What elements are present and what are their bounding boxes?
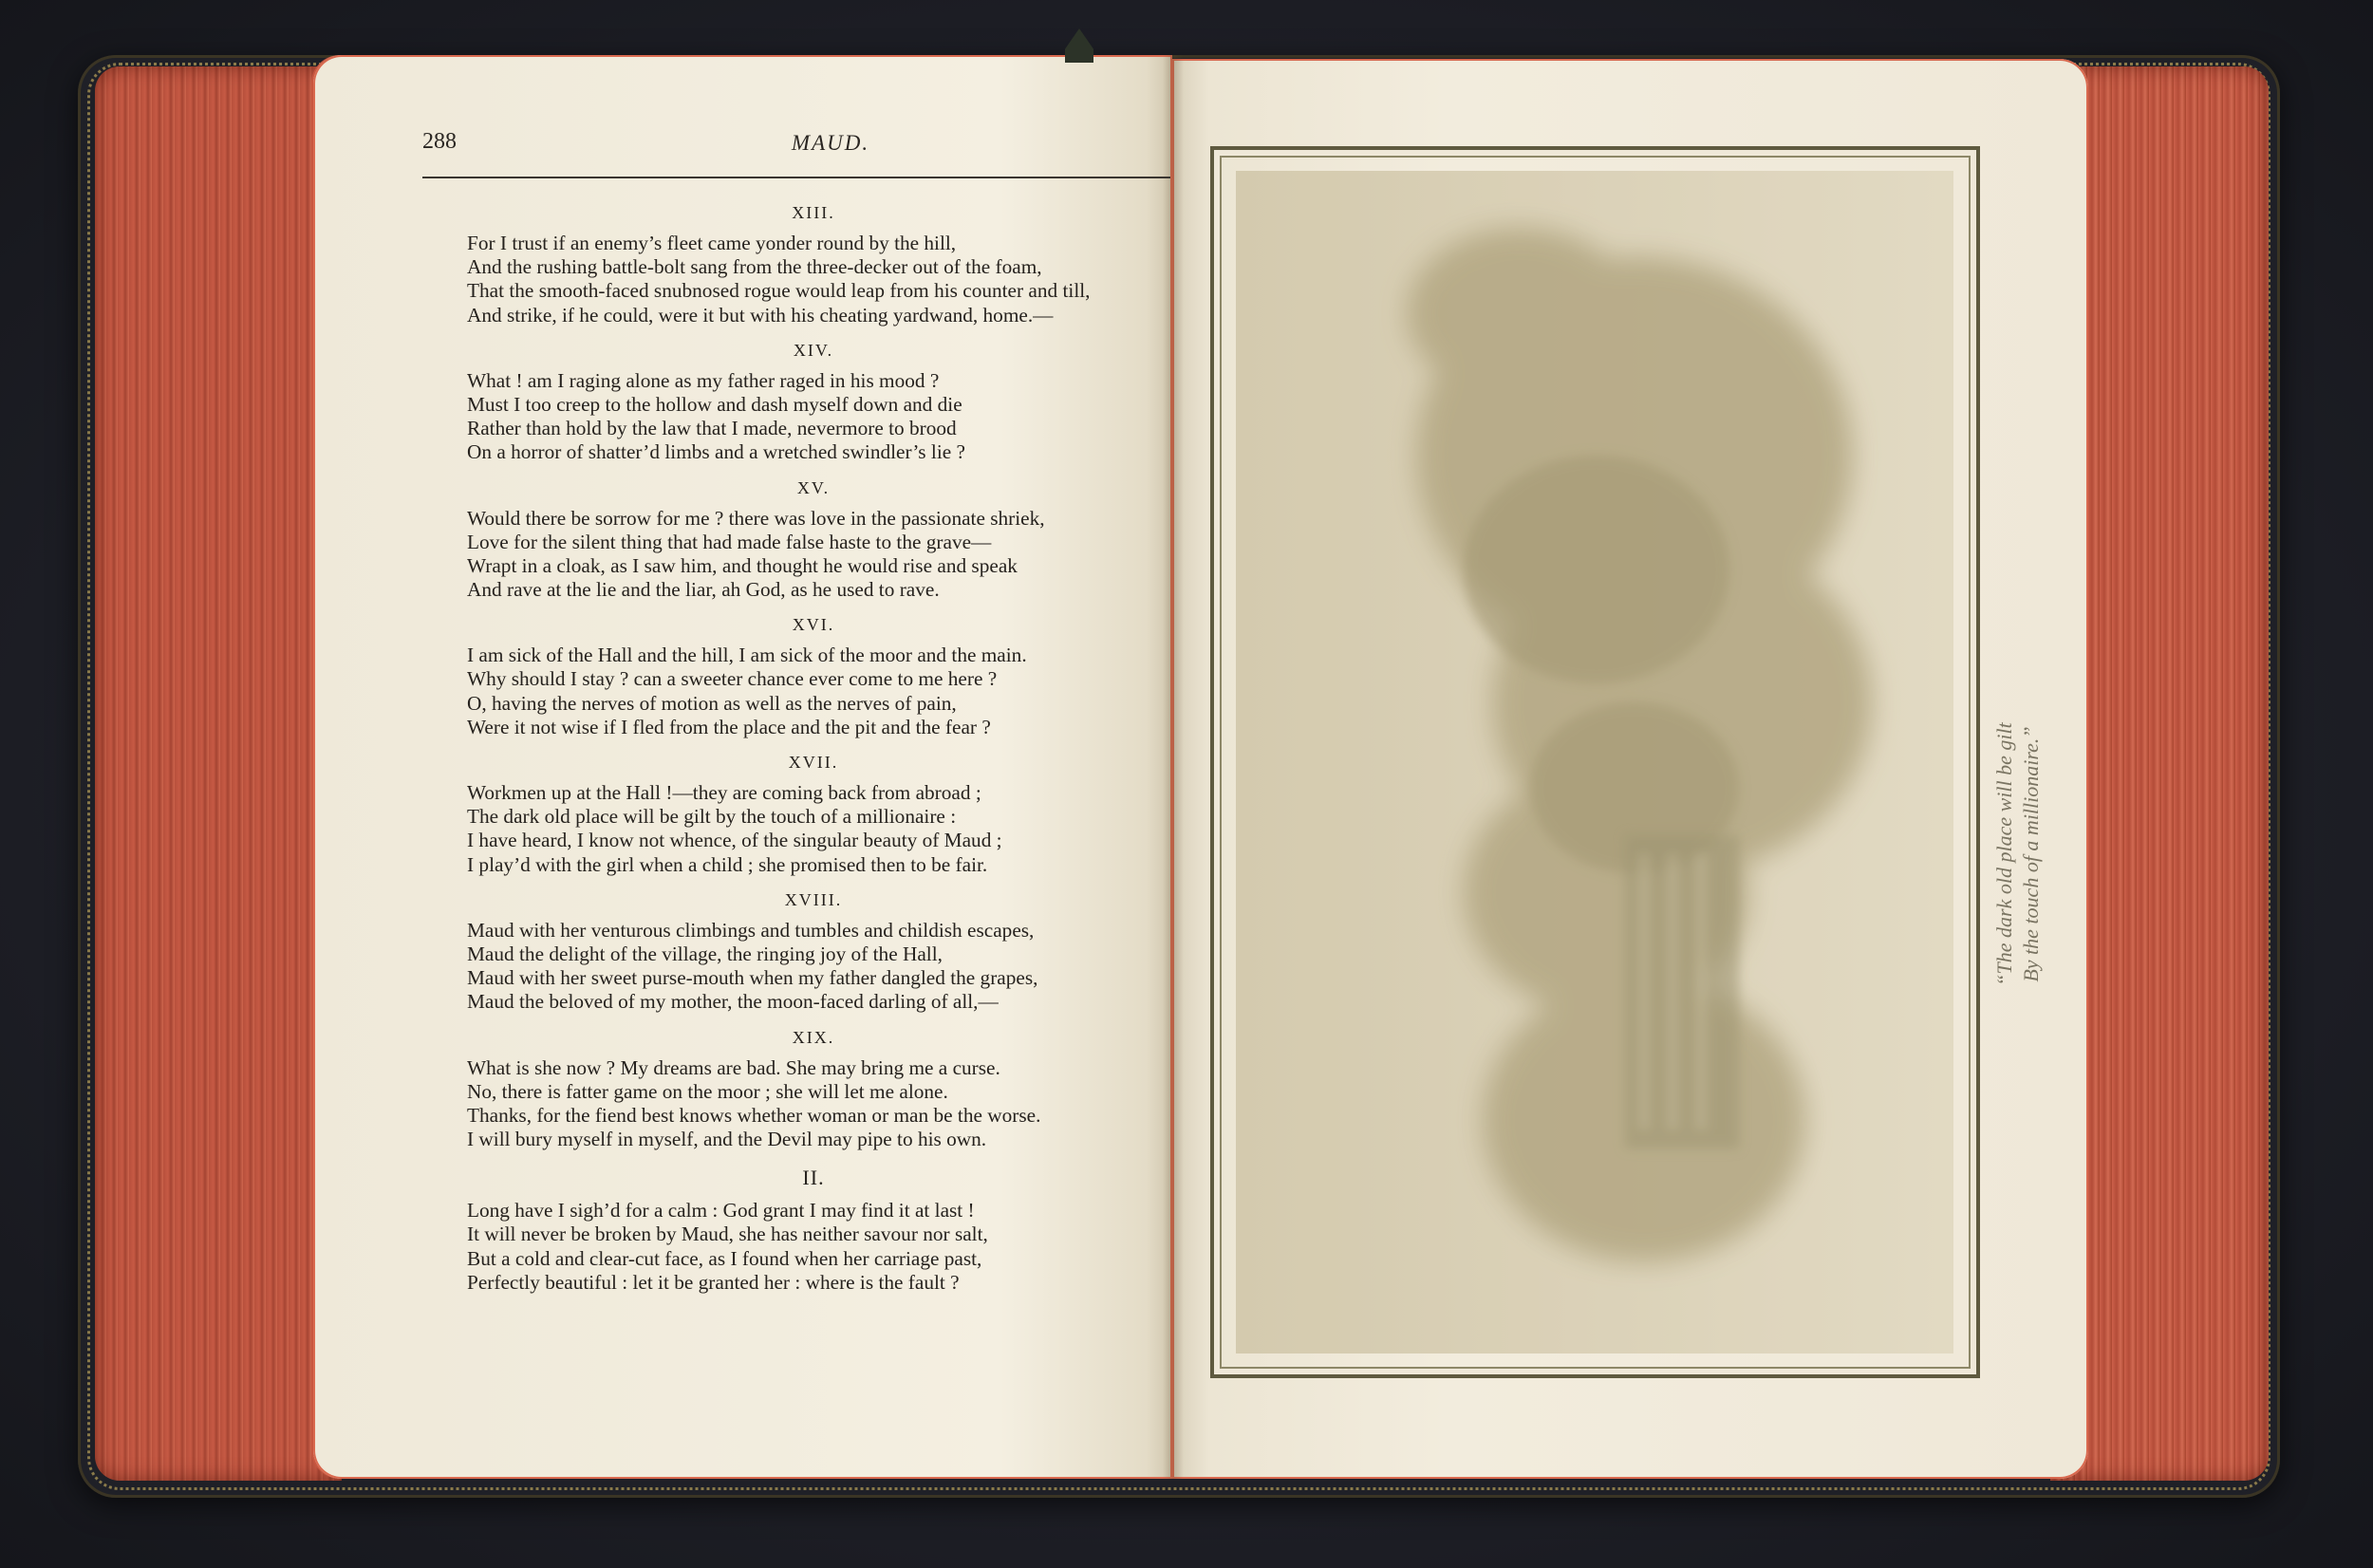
poem-line: Must I too creep to the hollow and dash myself down and die: [467, 392, 962, 416]
landscape-photo-image: [1236, 171, 1953, 1353]
poem-line: Were it not wise if I fled from the place and the pit and the fear ?: [467, 715, 991, 738]
part-number: II.: [802, 1166, 825, 1190]
poem-line: I will bury myself in myself, and the Devil may pipe to his own.: [467, 1128, 987, 1151]
stanza-16: [467, 613, 1188, 739]
poem-line: Long have I sigh’d for a calm : God grant I may find it at last !: [467, 1199, 975, 1223]
stanza-15: [467, 476, 1188, 603]
stanza-17: [467, 751, 1188, 877]
poem-line: What ! am I raging alone as my father raged in his mood ?: [467, 368, 940, 392]
section-number: XIII.: [792, 203, 835, 222]
poem-line: But a cold and clear-cut face, as I found when her carriage past,: [467, 1246, 982, 1270]
poem-line: For I trust if an enemy’s fleet came yonder round by the hill,: [467, 232, 957, 254]
caption-line-2: By the touch of a millionaire.”: [2019, 726, 2043, 982]
poem-line: And rave at the lie and the liar, ah God, as he used to rave.: [467, 578, 940, 602]
plate-caption: [1991, 655, 2067, 1054]
poem-line: Would there be sorrow for me ? there was love in the passionate shriek,: [467, 506, 1045, 530]
poem-line: Maud with her sweet purse-mouth when my father dangled the grapes,: [467, 966, 1038, 990]
header-rule: [422, 177, 1170, 178]
poem-line: Love for the silent thing that had made false haste to the grave—: [467, 530, 992, 553]
poem-line: I have heard, I know not whence, of the singular beauty of Maud ;: [467, 829, 1002, 852]
page-edges-left: [95, 66, 342, 1481]
poem-line: I play’d with the girl when a child ; she promised then to be fair.: [467, 852, 988, 876]
running-head: MAUD.: [791, 131, 870, 155]
poem-line: O, having the nerves of motion as well as the nerves of pain,: [467, 691, 957, 715]
albumen-photograph: [1236, 171, 1953, 1353]
caption-line-1: “The dark old place will be gilt: [1992, 722, 2016, 986]
section-number: XVII.: [788, 753, 839, 772]
stanza-14: [467, 339, 1188, 465]
poem-line: I am sick of the Hall and the hill, I am sick of the moor and the main.: [467, 644, 1027, 667]
poem-line: That the smooth-faced snubnosed rogue would leap from his counter and till,: [467, 279, 1091, 303]
part-two: [467, 1167, 1188, 1295]
section-number: XV.: [796, 477, 831, 497]
poem-line: It will never be broken by Maud, she has neither savour nor salt,: [467, 1223, 988, 1246]
poem-line: Workmen up at the Hall !—they are coming back from abroad ;: [467, 781, 981, 804]
poem-line: Rather than hold by the law that I made, nevermore to brood: [467, 417, 957, 440]
poem-text: [467, 190, 1188, 1295]
poem-line: Maud the delight of the village, the ringing joy of the Hall,: [467, 942, 943, 965]
poem-line: What is she now ? My dreams are bad. She may bring me a curse.: [467, 1055, 1000, 1079]
section-number: XVIII.: [784, 889, 843, 909]
poem-line: Perfectly beautiful : let it be granted her : where is the fault ?: [467, 1270, 960, 1294]
poem-line: Maud the beloved of my mother, the moon-faced darling of all,—: [467, 990, 999, 1014]
poem-line: On a horror of shatter’d limbs and a wretched swindler’s lie ?: [467, 440, 965, 464]
stanza-18: [467, 888, 1188, 1015]
poem-line: Wrapt in a cloak, as I saw him, and thought he would rise and speak: [467, 553, 1018, 577]
poem-line: Why should I stay ? can a sweeter chance ever come to me here ?: [467, 667, 998, 691]
poem-line: And strike, if he could, were it but with his cheating yardwand, home.—: [467, 303, 1054, 327]
poem-line: The dark old place will be gilt by the touch of a millionaire :: [467, 805, 957, 829]
poem-line: And the rushing battle-bolt sang from the three-decker out of the foam,: [467, 255, 1042, 279]
section-number: XIV.: [793, 340, 834, 360]
section-number: XVI.: [792, 615, 835, 635]
poem-line: No, there is fatter game on the moor ; she will let me alone.: [467, 1079, 948, 1103]
stanza-19: [467, 1026, 1188, 1152]
poem-line: Maud with her venturous climbings and tumbles and childish escapes,: [467, 918, 1035, 942]
poem-line: Thanks, for the fiend best knows whether woman or man be the worse.: [467, 1103, 1041, 1127]
section-number: XIX.: [792, 1027, 835, 1047]
stanza-13: [467, 201, 1188, 327]
page-number: 288: [422, 129, 457, 154]
